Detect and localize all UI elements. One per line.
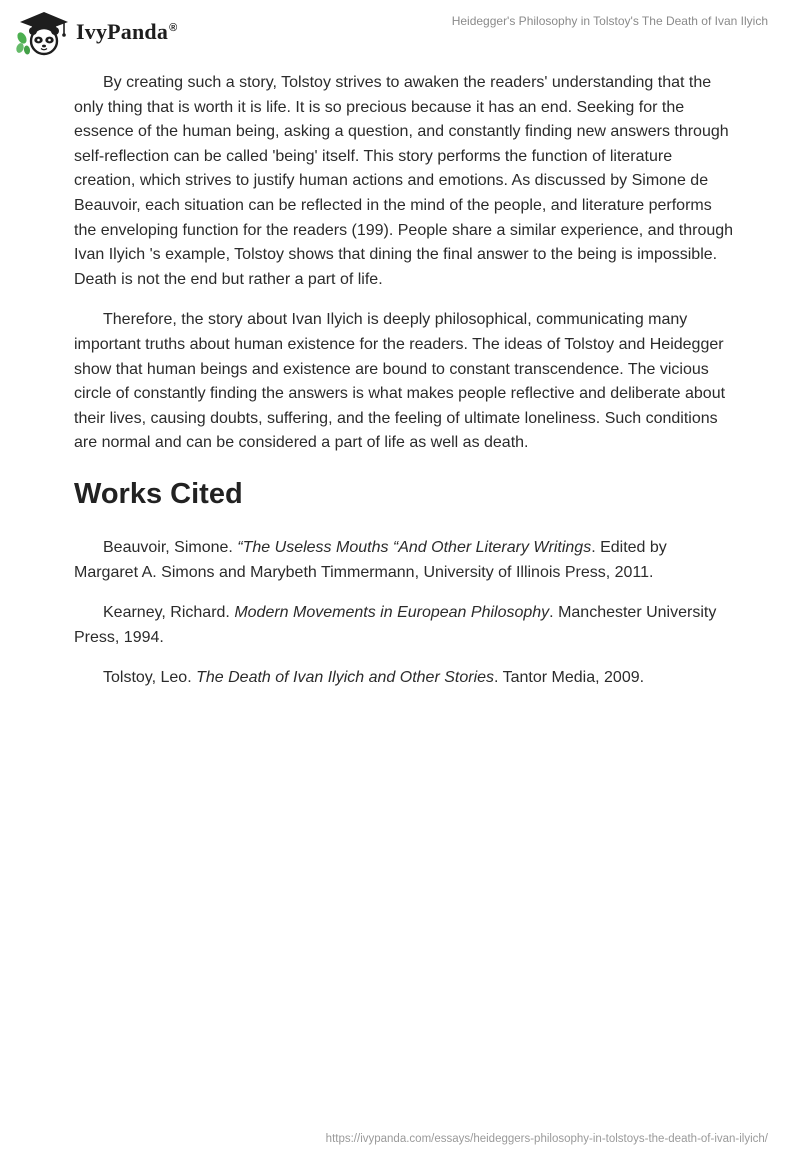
page-header xyxy=(0,0,800,60)
citation-entry xyxy=(74,601,734,650)
citation-entry xyxy=(74,666,734,691)
source-url[interactable]: https://ivypanda.com/essays/heideggers-philosophy-in-tolstoys-the-death-of-ivan-ilyich/ xyxy=(325,1133,768,1145)
citation-title: Modern Movements in European Philosophy xyxy=(234,604,550,622)
citation-author: Beauvoir, Simone. xyxy=(103,538,238,556)
citation-details: . Tantor Media, 2009. xyxy=(494,669,645,687)
citation-author: Kearney, Richard. xyxy=(103,604,235,622)
citation-details: . Manchester University Press, 1994. xyxy=(74,604,717,646)
document-title: Heidegger's Philosophy in Tolstoy's The Death of Ivan Ilyich xyxy=(451,14,768,28)
essay-content xyxy=(74,71,734,707)
body-paragraph: By creating such a story, Tolstoy strives to awaken the readers' understanding that the only thing that is worth it is life. It is so precious because it has an end. Seeking for the essence of the human being, asking a question, and constantly finding new answers through self-reflection can be called 'being' itself. This story performs the function of literature creation, which strives to justify human actions and emotions. As discussed by Simone de Beauvoir, each situation can be reflected in the mind of the people, and literature performs the enveloping function for the readers (199). People share a similar experience, and through Ivan Ilyich 's example, Tolstoy shows that dining the final answer to the being is impossible. Death is not the end but rather a part of life. xyxy=(74,74,734,288)
citation-title: “The Useless Mouths “And Other Literary Writings xyxy=(237,538,592,556)
body-paragraph: Therefore, the story about Ivan Ilyich is deeply philosophical, communicating many important truths about human existence for the readers. The ideas of Tolstoy and Heidegger show that human beings and existence are bound to constant transcendence. The vicious circle of constantly finding the answers is what makes people reflective and deliberate about their lives, causing doubts, suffering, and the feeling of ultimate loneliness. Such conditions are normal and can be considered a part of life as well as death. xyxy=(74,311,726,452)
panda-graduation-cap-icon xyxy=(14,8,72,56)
citation-details: . Edited by Margaret A. Simons and Marybeth Timmermann, University of Illinois Press, 2011. xyxy=(74,538,667,581)
logo-wordmark: IvyPanda® xyxy=(76,19,178,44)
citation-title: The Death of Ivan Ilyich and Other Stories xyxy=(196,669,495,687)
works-cited-heading: Works Cited xyxy=(74,477,243,510)
citation-author: Tolstoy, Leo. xyxy=(103,669,197,687)
citation-entry xyxy=(74,536,734,585)
ivypanda-logo[interactable] xyxy=(14,8,177,56)
